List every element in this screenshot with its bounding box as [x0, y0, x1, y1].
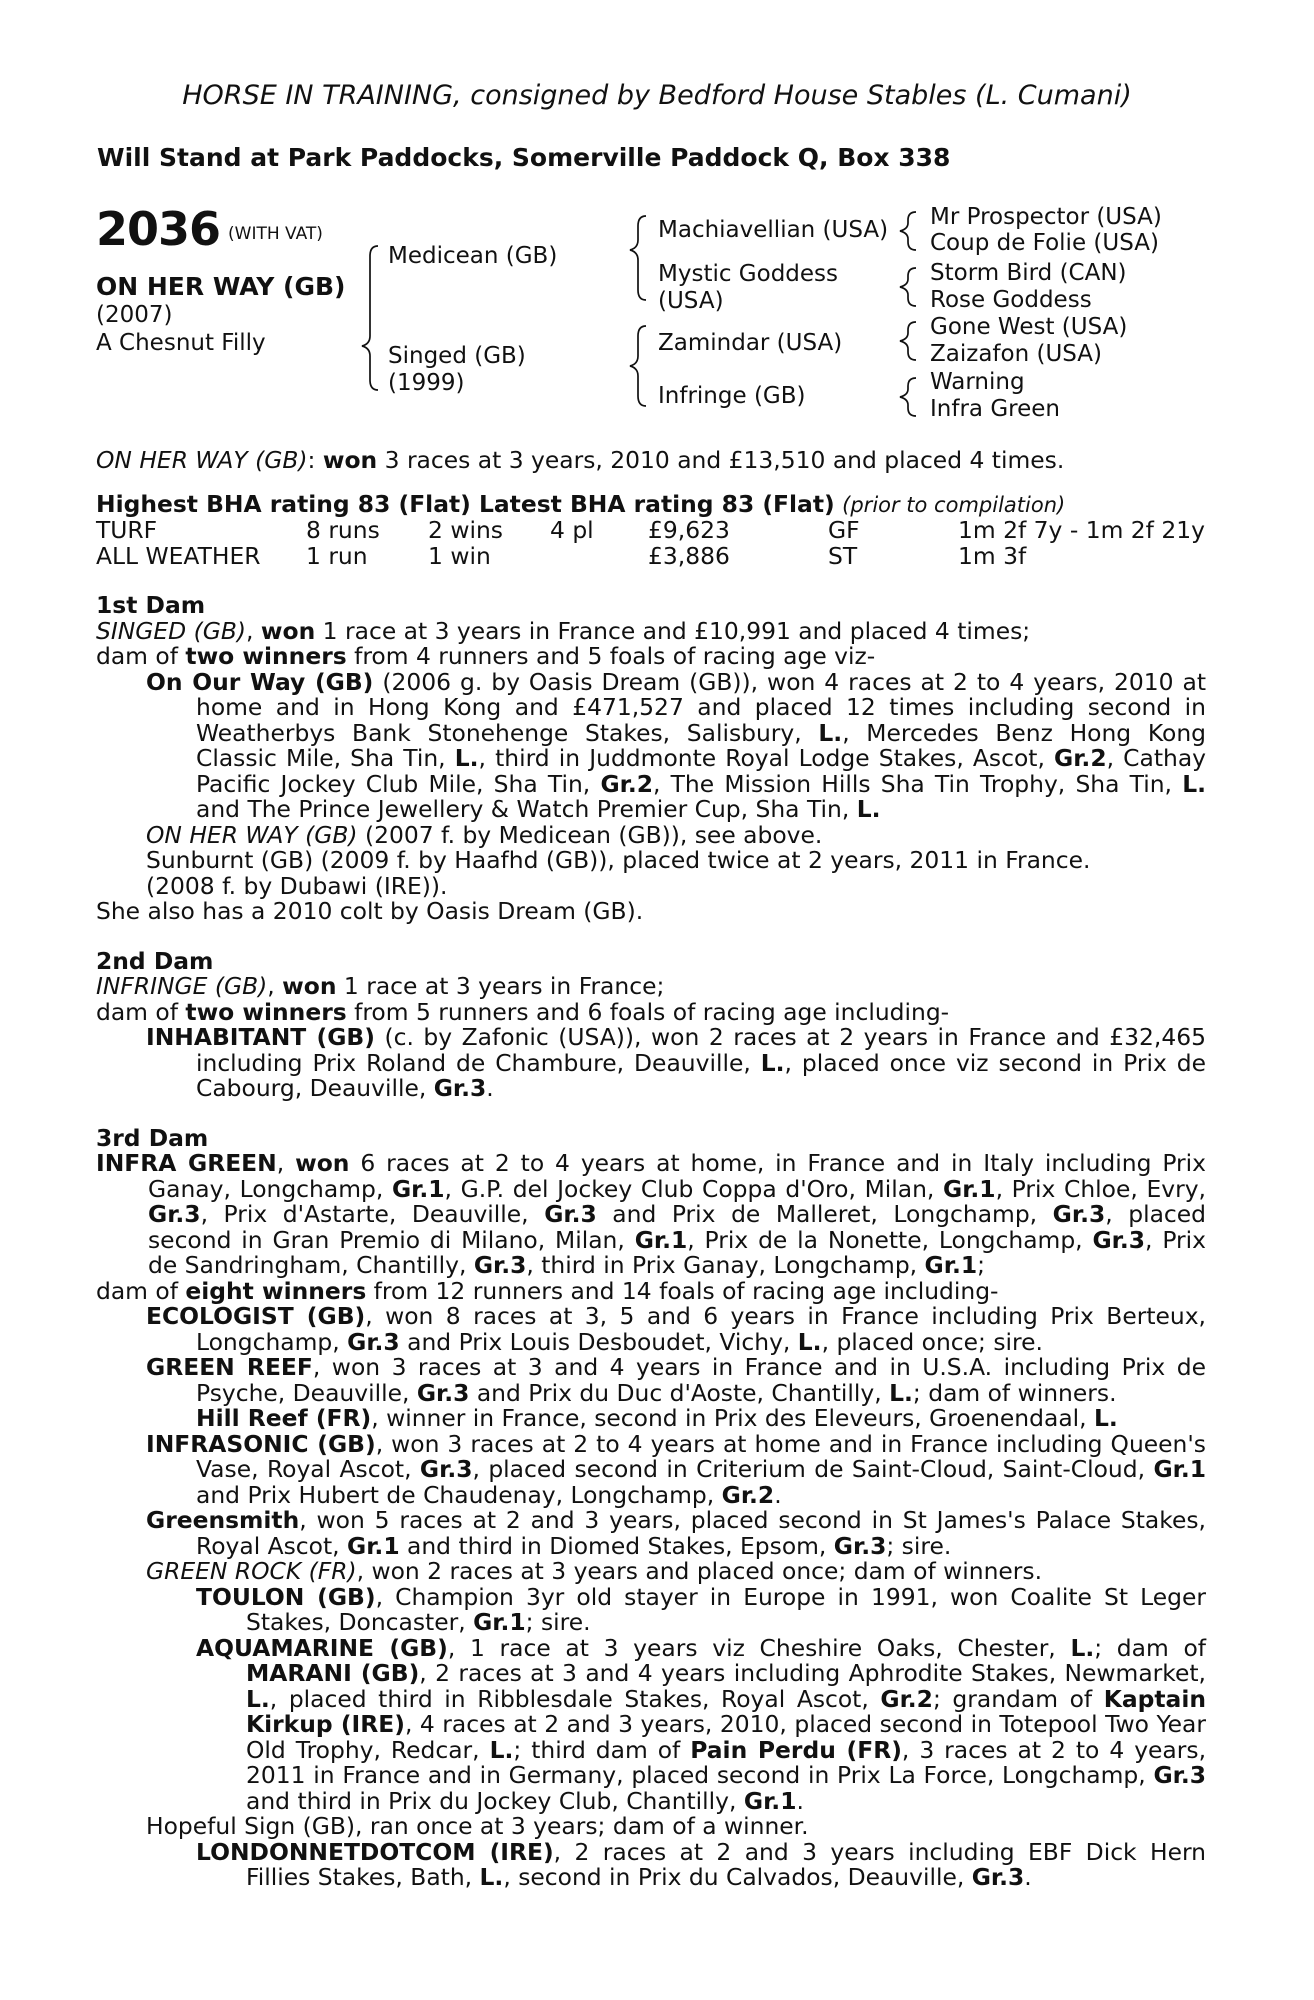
horse-description: A Chesnut Filly	[96, 330, 266, 356]
lot-number: 2036	[96, 202, 221, 256]
produce-infrasonic: INFRASONIC (GB), won 3 races at 2 to 4 years at home and in France including Queen's Vase, Royal Ascot, Gr.3, placed second in Criterium de Saint-Cloud, Saint-Cloud, Gr.1 and Prix Hubert de Chaudenay, Longchamp, Gr.2.	[146, 1429, 1206, 1509]
produce-aquamarine: AQUAMARINE (GB), 1 race at 3 years viz Cheshire Oaks, Chester, L.; dam of MARANI (GB), 2 races at 3 and 4 years including Aphrodite Stakes, Newmarket, L., placed third in Ribblesdale Stakes, Royal Ascot, Gr.2; grandam of Kaptain Kirkup (IRE), 4 races at 2 and 3 years, 2010, placed second in Totepool Two Year Old Trophy, Redcar, L.; third dam of Pain Perdu (FR), 3 races at 2 to 4 years, 2011 in France and in Germany, placed second in Prix La Force, Longchamp, Gr.3 and third in Prix du Jockey Club, Chantilly, Gr.1.	[196, 1633, 1207, 1815]
produce-hopeful-sign: Hopeful Sign (GB), ran once at 3 years; dam of a winner.	[146, 1812, 809, 1840]
pedigree-sire: Medicean (GB)	[388, 243, 558, 269]
pedigree-dam-year: (1999)	[388, 370, 465, 396]
bracket-ggp-2	[900, 268, 916, 306]
bracket-ggp-3	[900, 322, 916, 360]
bracket-ggp-4	[900, 378, 916, 416]
second-dam-produce-summary: dam of two winners from 5 runners and 6 foals of racing age including-	[96, 997, 950, 1026]
pedigree-dam-dam: Infringe (GB)	[658, 383, 806, 409]
first-dam-heading: 1st Dam	[96, 591, 206, 619]
produce-greensmith: Greensmith, won 5 races at 2 and 3 years, placed second in St James's Palace Stakes, Royal Ascot, Gr.1 and third in Diomed Stakes, Epsom, Gr.3; sire.	[146, 1506, 1206, 1560]
third-dam-heading: 3rd Dam	[96, 1123, 209, 1152]
produce-toulon: TOULON (GB), Champion 3yr old stayer in Europe in 1991, won Coalite St Leger Stakes, Doncaster, Gr.1; sire.	[196, 1582, 1206, 1636]
stand-location: Will Stand at Park Paddocks, Somerville Paddock Q, Box 338	[97, 143, 951, 172]
produce-hill-reef: Hill Reef (FR), winner in France, second in Prix des Eleveurs, Groenendaal, L.	[196, 1404, 1118, 1432]
pedigree-ggp-2: Coup de Folie (USA)	[930, 230, 1159, 256]
produce-green-rock: GREEN ROCK (FR), won 2 races at 3 years and placed once; dam of winners.	[146, 1557, 1043, 1585]
third-dam-produce-summary: dam of eight winners from 12 runners and 14 foals of racing age including-	[96, 1276, 999, 1305]
first-dam-record: SINGED (GB), won 1 race at 3 years in France and £10,991 and placed 4 times;	[96, 616, 1031, 645]
produce-ecologist: ECOLOGIST (GB), won 8 races at 3, 5 and 6 years in France including Prix Berteux, Longchamp, Gr.3 and Prix Louis Desboudet, Vichy, L., placed once; sire.	[146, 1302, 1206, 1356]
third-dam-record: INFRA GREEN, won 6 races at 2 to 4 years at home, in France and in Italy including Prix Ganay, Longchamp, Gr.1, G.P. del Jockey Club Coppa d'Oro, Milan, Gr.1, Prix Chloe, Evry, Gr.3, Prix d'Astarte, Deauville, Gr.3 and Prix de Malleret, Longchamp, Gr.3, placed second in Gran Premio di Milano, Milan, Gr.1, Prix de la Nonette, Longchamp, Gr.3, Prix de Sandringham, Chantilly, Gr.3, third in Prix Ganay, Longchamp, Gr.1;	[96, 1149, 1207, 1279]
horse-name: ON HER WAY (GB)	[96, 272, 346, 301]
race-summary: ON HER WAY (GB): won 3 races at 3 years, 2010 and £13,510 and placed 4 times.	[96, 446, 1065, 474]
produce-londonnetdotcom: LONDONNETDOTCOM (IRE), 2 races at 2 and 3 years including EBF Dick Hern Fillies Stakes, Bath, L., second in Prix du Calvados, Deauville, Gr.3.	[196, 1837, 1206, 1891]
produce-2010-colt: She also has a 2010 colt by Oasis Dream (GB).	[96, 897, 644, 925]
ratings-row-all-weather: ALL WEATHER 1 run 1 win £3,886 ST 1m 3f	[96, 541, 1027, 570]
pedigree-ggp-8: Infra Green	[930, 396, 1060, 422]
bracket-ggp-1	[900, 212, 916, 250]
horse-year: (2007)	[96, 302, 173, 328]
pedigree-ggp-4: Rose Goddess	[930, 287, 1092, 313]
first-dam-produce-summary: dam of two winners from 4 runners and 5 foals of racing age viz-	[96, 642, 876, 670]
produce-green-reef: GREEN REEF, won 3 races at 3 and 4 years in France and in U.S.A. including Prix de Psyche, Deauville, Gr.3 and Prix du Duc d'Aoste, Chantilly, L.; dam of winners.	[146, 1353, 1206, 1407]
pedigree-ggp-5: Gone West (USA)	[930, 314, 1128, 340]
pedigree-ggp-1: Mr Prospector (USA)	[930, 204, 1162, 230]
produce-sunburnt: Sunburnt (GB) (2009 f. by Haafhd (GB)), placed twice at 2 years, 2011 in France.	[146, 846, 1091, 874]
produce-on-her-way: ON HER WAY (GB) (2007 f. by Medicean (GB)), see above.	[146, 820, 823, 849]
produce-2008-foal: (2008 f. by Dubawi (IRE)).	[146, 871, 448, 900]
bracket-generation-1	[362, 246, 378, 390]
pedigree-ggp-3: Storm Bird (CAN)	[930, 260, 1127, 286]
pedigree-ggp-7: Warning	[930, 369, 1025, 395]
pedigree-ggp-6: Zaizafon (USA)	[930, 341, 1103, 367]
vat-note: (WITH VAT)	[228, 224, 323, 244]
pedigree-sire-dam-country: (USA)	[658, 288, 724, 314]
ratings-heading: Highest BHA rating 83 (Flat) Latest BHA rating 83 (Flat) (prior to compilation)	[96, 489, 1066, 518]
ratings-row-turf: TURF 8 runs 2 wins 4 pl £9,623 GF 1m 2f 7y - 1m 2f 21y	[96, 516, 1205, 544]
pedigree-sire-sire: Machiavellian (USA)	[658, 217, 889, 243]
bracket-sire	[630, 216, 646, 300]
produce-inhabitant: INHABITANT (GB) (c. by Zafonic (USA)), won 2 races at 2 years in France and £32,465 including Prix Roland de Chambure, Deauville, L., placed once viz second in Prix de Cabourg, Deauville, Gr.3.	[146, 1023, 1206, 1102]
catalogue-body	[96, 448, 1206, 1891]
produce-on-our-way: On Our Way (GB) (2006 g. by Oasis Dream (GB)), won 4 races at 2 to 4 years, 2010 at home and in Hong Kong and £471,527 and placed 12 times including second in Weatherbys Bank Stonehenge Stakes, Salisbury, L., Mercedes Benz Hong Kong Classic Mile, Sha Tin, L., third in Juddmonte Royal Lodge Stakes, Ascot, Gr.2, Cathay Pacific Jockey Club Mile, Sha Tin, Gr.2, The Mission Hills Sha Tin Trophy, Sha Tin, L. and The Prince Jewellery & Watch Premier Cup, Sha Tin, L.	[146, 667, 1206, 823]
second-dam-heading: 2nd Dam	[96, 946, 214, 975]
pedigree-sire-dam: Mystic Goddess	[658, 261, 839, 287]
pedigree-dam-sire: Zamindar (USA)	[658, 330, 843, 356]
page-title: HORSE IN TRAINING, consigned by Bedford House Stables (L. Cumani)	[182, 80, 1132, 111]
bracket-dam	[630, 326, 646, 406]
second-dam-record: INFRINGE (GB), won 1 race at 3 years in France;	[96, 972, 665, 1000]
pedigree-dam: Singed (GB)	[388, 343, 526, 369]
